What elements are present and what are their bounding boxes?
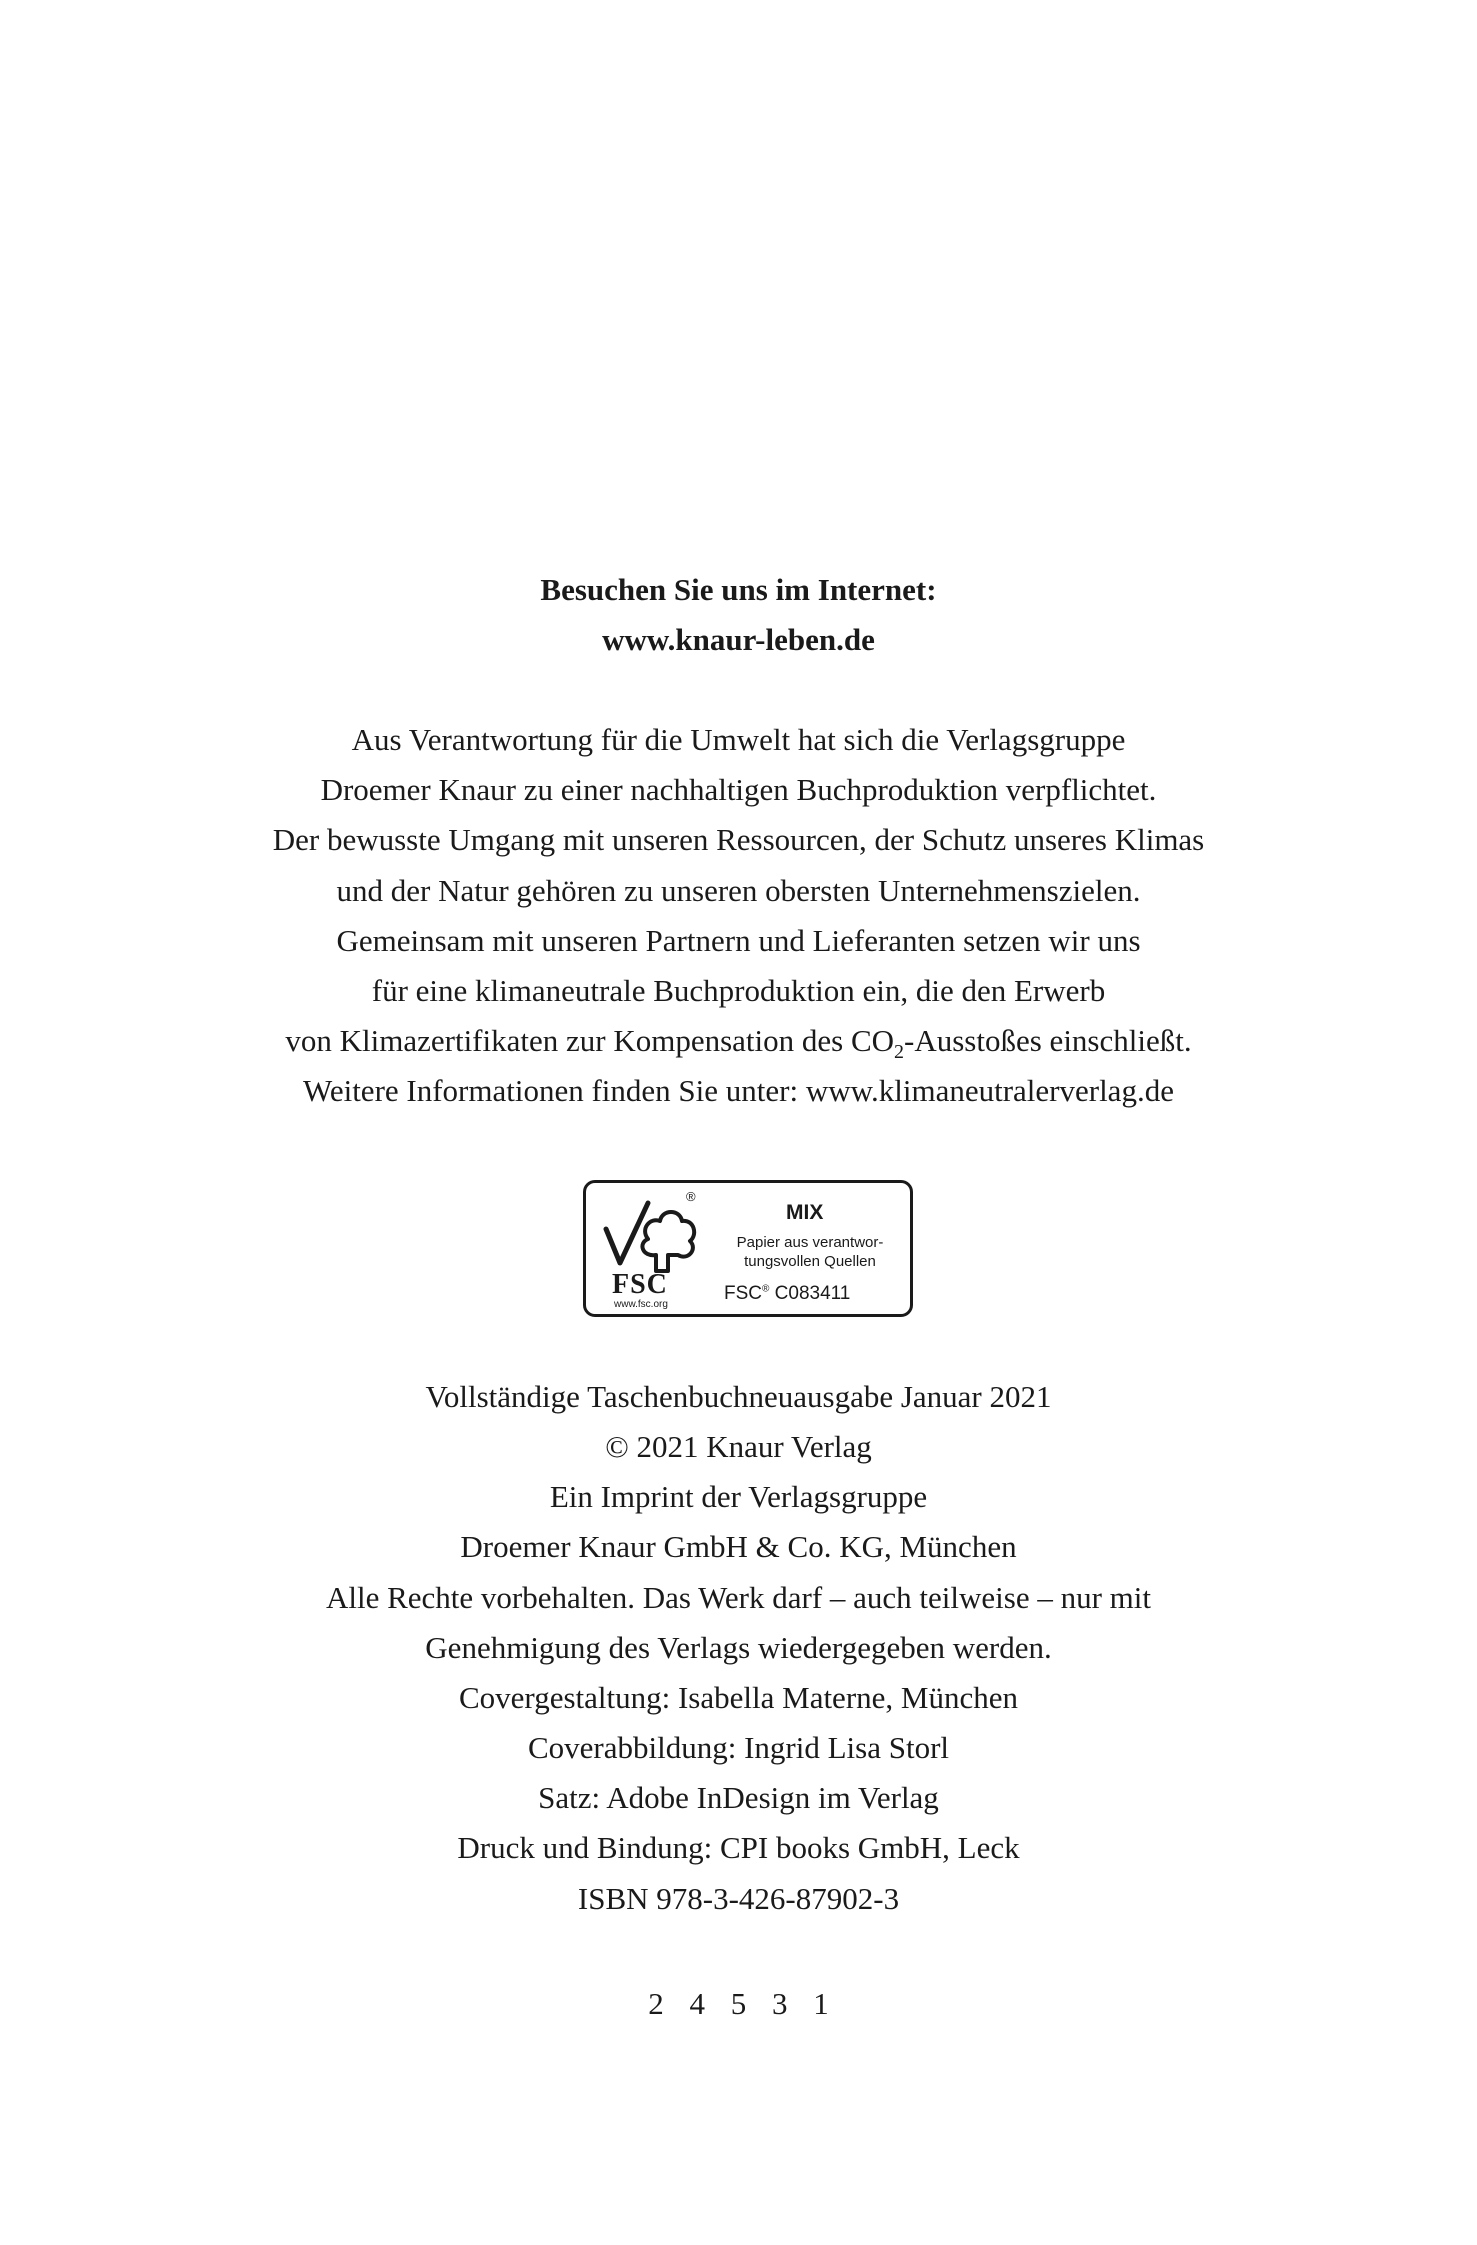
imprint-line-isbn: ISBN 978-3-426-87902-3 (577, 1881, 900, 1916)
fsc-website: www.fsc.org (614, 1299, 668, 1310)
sustainability-line-1: Aus Verantwortung für die Umwelt hat sich die Verlagsgruppe (351, 722, 1126, 757)
sustainability-line-3: Der bewusste Umgang mit unseren Ressourcen, der Schutz unseres Klimas (272, 822, 1205, 857)
fsc-code-number: C083411 (774, 1283, 851, 1304)
co2-subscript: 2 (894, 1041, 905, 1064)
imprint-line-typesetting: Satz: Adobe InDesign im Verlag (538, 1780, 939, 1815)
imprint-line-cover-image: Coverabbildung: Ingrid Lisa Storl (527, 1730, 950, 1765)
fsc-label (583, 1180, 913, 1317)
fsc-registered-mark: ® (686, 1189, 696, 1204)
internet-heading: Besuchen Sie uns im Internet: (540, 572, 937, 607)
printing-line-numbers: 2 4 5 3 1 (648, 1986, 829, 2021)
sustainability-line-6: für eine klimaneutrale Buchproduktion ein, die den Erwerb (371, 973, 1106, 1008)
imprint-line-publisher: Droemer Knaur GmbH & Co. KG, München (460, 1529, 1017, 1564)
more-info-line: Weitere Informationen finden Sie unter: www.klimaneutralerverlag.de (303, 1073, 1174, 1108)
co2-text-before: von Klimazertifikaten zur Kompensation des CO (285, 1023, 895, 1058)
fsc-mix-label: MIX (786, 1201, 824, 1224)
imprint-line-cover-design: Covergestaltung: Isabella Materne, München (459, 1680, 1018, 1715)
imprint-line-edition: Vollständige Taschenbuchneuausgabe Januar 2021 (425, 1379, 1052, 1414)
sustainability-line-5: Gemeinsam mit unseren Partnern und Lieferanten setzen wir uns (336, 923, 1141, 958)
sustainability-line-co2 (0, 1021, 1477, 1072)
fsc-description-line-1: Papier aus verantwor- (736, 1234, 884, 1251)
fsc-letters: FSC (612, 1269, 668, 1300)
imprint-line-rights-1: Alle Rechte vorbehalten. Das Werk darf – auch teilweise – nur mit (325, 1580, 1152, 1615)
sustainability-line-4: und der Natur gehören zu unseren obersten Unternehmenszielen. (336, 873, 1141, 908)
website-url: www.knaur-leben.de (602, 622, 875, 657)
fsc-code-prefix: FSC (724, 1283, 762, 1304)
fsc-description (710, 1233, 910, 1271)
fsc-code-registered: ® (762, 1283, 770, 1295)
fsc-description-line-2: tungsvollen Quellen (744, 1253, 876, 1270)
imprint-line-imprint-of: Ein Imprint der Verlagsgruppe (549, 1479, 928, 1514)
co2-text-after: -Ausstoßes einschließt. (904, 1023, 1192, 1058)
sustainability-line-2: Droemer Knaur zu einer nachhaltigen Buchproduktion verpflichtet. (320, 772, 1157, 807)
imprint-line-copyright: © 2021 Knaur Verlag (605, 1429, 872, 1464)
imprint-line-printing: Druck und Bindung: CPI books GmbH, Leck (457, 1830, 1020, 1865)
imprint-line-rights-2: Genehmigung des Verlags wiedergegeben werden. (425, 1630, 1052, 1665)
fsc-license-code (724, 1283, 850, 1305)
